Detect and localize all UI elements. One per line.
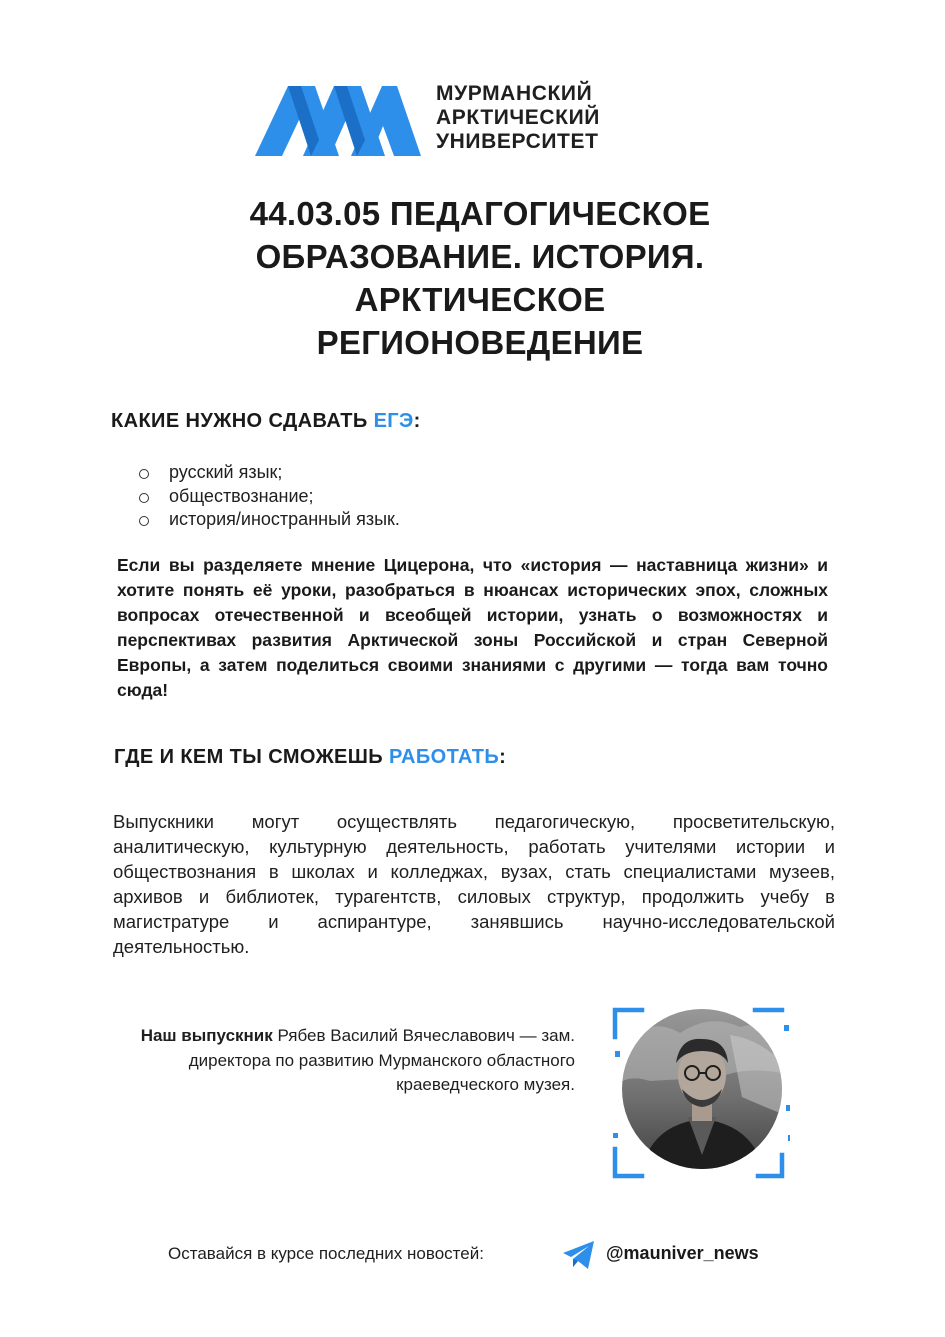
list-item — [137, 461, 400, 485]
exam-item-text: история/иностранный язык. — [169, 509, 400, 529]
telegram-icon[interactable] — [561, 1239, 597, 1271]
bullet-circle-icon — [139, 493, 149, 503]
telegram-handle-link[interactable]: @mauniver_news — [606, 1243, 759, 1263]
bullet-circle-icon — [139, 469, 149, 479]
exam-heading — [111, 410, 421, 433]
title-line1: 44.03.05 ПЕДАГОГИЧЕСКОЕ — [249, 195, 711, 232]
university-name — [436, 82, 696, 154]
exam-item-text: русский язык; — [169, 462, 283, 482]
title-line4: РЕГИОНОВЕДЕНИЕ — [316, 324, 644, 361]
title-line3: АРКТИЧЕСКОЕ — [354, 281, 606, 318]
intro-paragraph: Если вы разделяете мнение Цицерона, что «история — наставница жизни» и хотите понять её уроки, разобраться в нюансах исторических эпох, сложных вопросах отечественной и всеобщей истории, узнать о возможностях и перспективах развития Арктической зоны Российской и стран Северной Европы, а затем поделиться своими знаниями с другими — тогда вам точно сюда! — [117, 555, 828, 700]
work-heading-suffix: : — [499, 746, 507, 768]
university-logo-mark — [255, 84, 421, 156]
graduate-caption-bold: Наш выпускник — [140, 1026, 273, 1045]
graduate-caption — [130, 1024, 575, 1098]
footer-label: Оставайся в курсе последних новостей: — [168, 1244, 484, 1263]
exam-heading-accent: ЕГЭ — [373, 410, 414, 432]
graduate-photo-frame — [610, 1005, 790, 1181]
work-heading — [114, 746, 506, 769]
graduate-caption-text: Рябев Василий Вячеславович — зам. директора по развитию Мурманского областного краеведческого музея. — [188, 1026, 575, 1094]
work-paragraph: Выпускники могут осуществлять педагогическую, просветительскую, аналитическую, культурную деятельность, работать учителями истории и обществознания в школах и колледжах, вузах, стать специалистами музеев, архивов и библиотек, турагентств, силовых структур, продолжить учебу в магистратуре и аспирантуре, занявшись научно-исследовательской деятельностью. — [113, 811, 835, 957]
list-item — [137, 508, 400, 532]
page-title — [130, 192, 830, 364]
exam-item-text: обществознание; — [169, 485, 314, 506]
title-line2: ОБРАЗОВАНИЕ. ИСТОРИЯ. — [255, 238, 705, 275]
work-heading-accent: РАБОТАТЬ — [389, 746, 500, 768]
university-name-line1: МУРМАНСКИЙ — [436, 82, 593, 105]
exam-heading-suffix: : — [413, 410, 421, 432]
university-name-line3: УНИВЕРСИТЕТ — [436, 130, 599, 153]
exam-list — [137, 461, 400, 532]
bullet-circle-icon — [139, 516, 149, 526]
graduate-portrait — [610, 1005, 790, 1181]
list-item — [137, 485, 400, 509]
work-heading-prefix: ГДЕ И КЕМ ТЫ СМОЖЕШЬ — [114, 746, 390, 768]
exam-heading-prefix: КАКИЕ НУЖНО СДАВАТЬ — [111, 410, 374, 432]
university-name-line2: АРКТИЧЕСКИЙ — [436, 106, 600, 129]
